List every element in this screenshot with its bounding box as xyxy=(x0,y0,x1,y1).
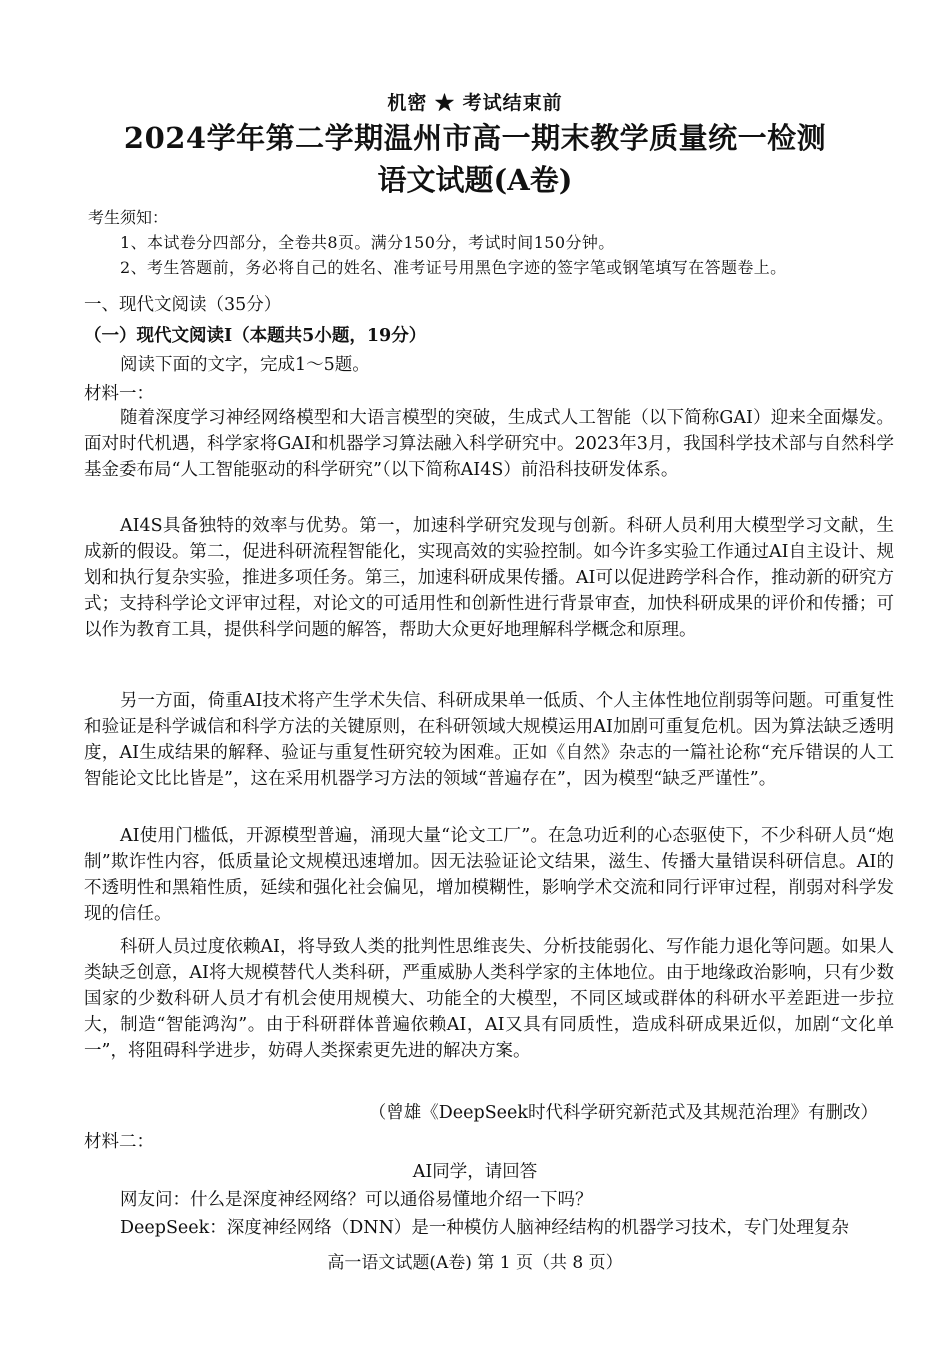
confidential-label: 机密 ★ 考试结束前 xyxy=(387,92,563,114)
paragraph: 科研人员过度依赖AI，将导致人类的批判性思维丧失、分析技能弱化、写作能力退化等问题。如果人类缺乏创意，AI将大规模替代人类科研，严重威胁人类科学家的主体地位。由于地缘政治影响，只有少数国家的少数科研人员才有机会使用规模大、功能全的大模型，不同区域或群体的科研水平差距进一步拉大，制造“智能鸿沟”。由于科研群体普遍依赖AI，AI又具有同质性，造成科研成果近似，加剧“文化单一”，将阻碍科学进步，妨碍人类探索更先进的解决方案。 xyxy=(84,937,894,1061)
page-footer: 高一语文试题(A卷) 第 1 页（共 8 页） xyxy=(327,1253,623,1273)
notice-heading: 考生须知： xyxy=(88,208,169,227)
notice-item: 2、考生答题前，务必将自己的姓名、准考证号用黑色字迹的签字笔或钢笔填写在答题卷上。 xyxy=(120,258,787,277)
paragraph: 随着深度学习神经网络模型和大语言模型的突破，生成式人工智能（以下简称GAI）迎来全面爆发。面对时代机遇，科学家将GAI和机器学习算法融入科学研究中。2023年3月，我国科学技术部与自然科学基金委布局“人工智能驱动的科学研究”（以下简称AI4S）前沿科技研发体系。 xyxy=(84,408,894,480)
paragraph: 另一方面，倚重AI技术将产生学术失信、科研成果单一低质、个人主体性地位削弱等问题。可重复性和验证是科学诚信和科学方法的关键原则，在科研领域大规模运用AI加剧可重复危机。因为算法缺乏透明度，AI生成结果的解释、验证与重复性研究较为困难。正如《自然》杂志的一篇社论称“充斥错误的人工智能论文比比皆是”，这在采用机器学习方法的领域“普遍存在”，因为模型“缺乏严谨性”。 xyxy=(84,691,894,789)
material-two-label: 材料二： xyxy=(84,1132,154,1152)
material-one-label: 材料一： xyxy=(84,384,154,404)
paragraph: AI4S具备独特的效率与优势。第一，加速科学研究发现与创新。科研人员利用大模型学习文献，生成新的假设。第二，促进科研流程智能化，实现高效的实验控制。如今许多实验工作通过AI自主设计、规划和执行复杂实验，推进多项任务。第三，加速科研成果传播。AI可以促进跨学科合作，推动新的研究方式；支持科学论文评审过程，对论文的可适用性和创新性进行背景审查，加快科研成果的评价和传播；可以作为教育工具，提供科学问题的解答，帮助大众更好地理解科学概念和原理。 xyxy=(84,516,894,640)
netizen-question: 网友问：什么是深度神经网络？可以通俗易懂地介绍一下吗？ xyxy=(120,1190,593,1210)
paragraph: AI使用门槛低，开源模型普遍，涌现大量“论文工厂”。在急功近利的心态驱使下，不少科研人员“炮制”欺诈性内容，低质量论文规模迅速增加。因无法验证论文结果，滋生、传播大量错误科研信息。AI的不透明性和黑箱性质，延续和强化社会偏见，增加模糊性，影响学术交流和同行评审过程，削弱对科学发现的信任。 xyxy=(84,826,894,924)
section-title: 一、现代文阅读（35分） xyxy=(84,295,282,315)
source-citation: （曾雄《DeepSeek时代科学研究新范式及其规范治理》有删改） xyxy=(368,1103,878,1123)
notice-item: 1、本试卷分四部分，全卷共8页。满分150分，考试时间150分钟。 xyxy=(120,233,615,252)
instruction: 阅读下面的文字，完成1～5题。 xyxy=(120,355,370,375)
material-two-title: AI同学，请回答 xyxy=(412,1162,538,1182)
exam-subtitle: 语文试题(A卷) xyxy=(377,163,573,197)
subsection-title: （一）现代文阅读Ⅰ（本题共5小题，19分） xyxy=(84,326,427,346)
deepseek-answer: DeepSeek：深度神经网络（DNN）是一种模仿人脑神经结构的机器学习技术，专门处理复杂 xyxy=(120,1218,849,1238)
exam-title: 2024学年第二学期温州市高一期末教学质量统一检测 xyxy=(123,121,827,155)
